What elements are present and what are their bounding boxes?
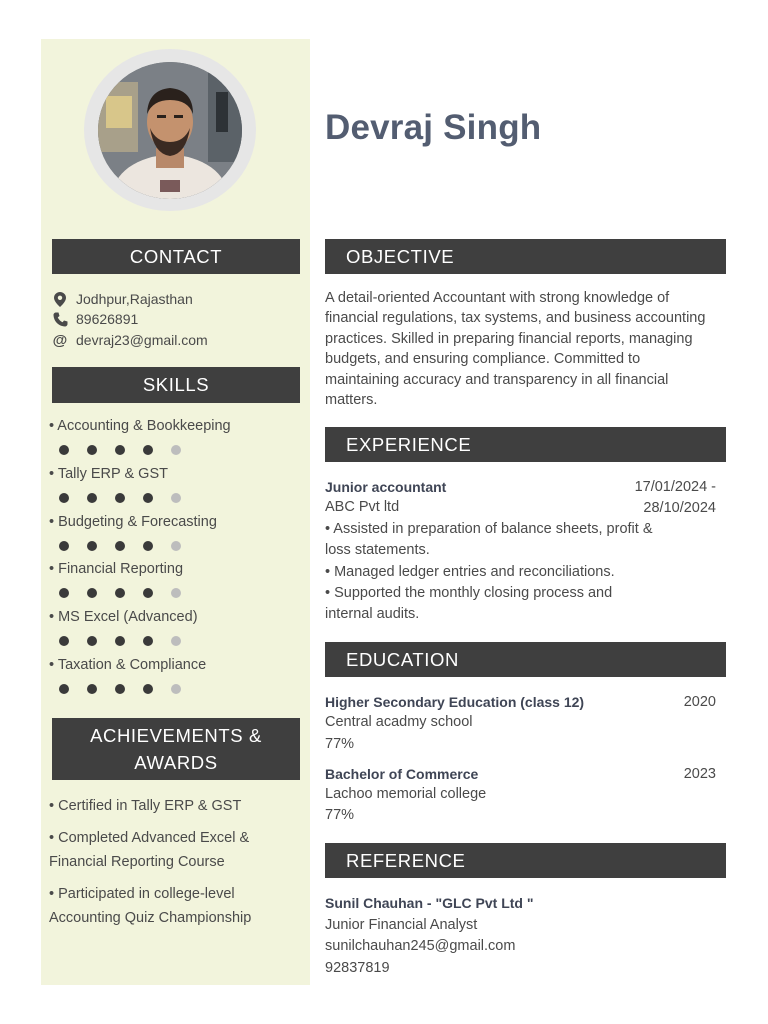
rating-dot-filled xyxy=(59,541,69,551)
achievement-item: • Certified in Tally ERP & GST xyxy=(49,798,242,814)
skills-heading: SKILLS xyxy=(52,367,300,403)
rating-dot-empty xyxy=(171,493,181,503)
rating-dot-filled xyxy=(87,588,97,598)
contact-heading: CONTACT xyxy=(52,239,300,274)
experience-heading: EXPERIENCE xyxy=(325,427,726,462)
reference-phone: 92837819 xyxy=(325,960,390,976)
contact-location-text: Jodhpur,Rajasthan xyxy=(76,291,193,307)
skill-rating xyxy=(59,493,181,503)
achievement-item: • Participated in college-level Accounting Quiz Championship xyxy=(49,886,252,926)
skill-rating xyxy=(59,588,181,598)
skill-rating xyxy=(59,541,181,551)
education-school: Central acadmy school xyxy=(325,714,473,730)
objective-heading: OBJECTIVE xyxy=(325,239,726,274)
rating-dot-filled xyxy=(143,541,153,551)
rating-dot-filled xyxy=(87,493,97,503)
contact-location xyxy=(52,289,193,309)
rating-dot-filled xyxy=(87,684,97,694)
contact-email-text: devraj23@gmail.com xyxy=(76,332,208,348)
reference-name: Sunil Chauhan - "GLC Pvt Ltd " xyxy=(325,895,534,911)
rating-dot-filled xyxy=(143,684,153,694)
contact-phone-text: 89626891 xyxy=(76,311,139,327)
experience-bullet: • Supported the monthly closing process and internal audits. xyxy=(325,585,613,623)
skill-rating xyxy=(59,684,181,694)
rating-dot-filled xyxy=(143,588,153,598)
rating-dot-filled xyxy=(59,684,69,694)
reference-email: sunilchauhan245@gmail.com xyxy=(325,938,516,954)
rating-dot-filled xyxy=(59,493,69,503)
rating-dot-empty xyxy=(171,684,181,694)
job-dates: 17/01/2024 - 28/10/2024 xyxy=(634,479,716,516)
education-title: Higher Secondary Education (class 12) xyxy=(325,694,585,710)
rating-dot-filled xyxy=(87,541,97,551)
rating-dot-empty xyxy=(171,541,181,551)
reference-heading: REFERENCE xyxy=(325,843,726,878)
at-sign-icon: @ xyxy=(52,331,68,349)
avatar xyxy=(98,62,242,199)
education-year: 2023 xyxy=(683,766,716,782)
rating-dot-filled xyxy=(59,588,69,598)
rating-dot-filled xyxy=(115,588,125,598)
rating-dot-empty xyxy=(171,588,181,598)
education-title: Bachelor of Commerce xyxy=(325,766,479,782)
education-score: 77% xyxy=(325,807,355,823)
rating-dot-filled xyxy=(143,445,153,455)
contact-email xyxy=(52,330,208,350)
rating-dot-filled xyxy=(115,684,125,694)
experience-bullet: • Managed ledger entries and reconciliations. xyxy=(325,564,615,580)
experience-bullet: • Assisted in preparation of balance sheets, profit & loss statements. xyxy=(325,521,653,559)
reference-role: Junior Financial Analyst xyxy=(325,917,478,933)
education-year: 2020 xyxy=(683,694,716,710)
candidate-name: Devraj Singh xyxy=(325,108,542,147)
phone-icon xyxy=(52,311,68,327)
skill-label: • Tally ERP & GST xyxy=(49,466,168,482)
rating-dot-empty xyxy=(171,445,181,455)
rating-dot-filled xyxy=(143,493,153,503)
contact-phone xyxy=(52,309,138,329)
skill-label: • MS Excel (Advanced) xyxy=(49,609,198,625)
skill-label: • Budgeting & Forecasting xyxy=(49,514,217,530)
skill-rating xyxy=(59,636,181,646)
education-heading: EDUCATION xyxy=(325,642,726,677)
achievements-heading: ACHIEVEMENTS & AWARDS xyxy=(52,718,300,780)
rating-dot-filled xyxy=(115,493,125,503)
skill-label: • Accounting & Bookkeeping xyxy=(49,418,231,434)
job-title: Junior accountant xyxy=(325,479,447,495)
rating-dot-filled xyxy=(87,636,97,646)
skill-label: • Financial Reporting xyxy=(49,561,184,577)
education-score: 77% xyxy=(325,736,355,752)
location-pin-icon xyxy=(52,291,68,307)
rating-dot-empty xyxy=(171,636,181,646)
skill-rating xyxy=(59,445,181,455)
education-school: Lachoo memorial college xyxy=(325,786,487,802)
rating-dot-filled xyxy=(59,445,69,455)
rating-dot-filled xyxy=(115,541,125,551)
rating-dot-filled xyxy=(59,636,69,646)
skill-label: • Taxation & Compliance xyxy=(49,657,207,673)
company-name: ABC Pvt ltd xyxy=(325,499,400,515)
rating-dot-filled xyxy=(87,445,97,455)
rating-dot-filled xyxy=(115,636,125,646)
objective-text: A detail-oriented Accountant with strong knowledge of financial regulations, tax systems, and business accounting practices. Skilled in preparing financial reports, managing budgets, and ensuring compliance. Committed to maintaining accuracy and transparency in all financial matters. xyxy=(325,290,706,409)
rating-dot-filled xyxy=(143,636,153,646)
rating-dot-filled xyxy=(115,445,125,455)
achievement-item: • Completed Advanced Excel & Financial Reporting Course xyxy=(49,830,250,870)
